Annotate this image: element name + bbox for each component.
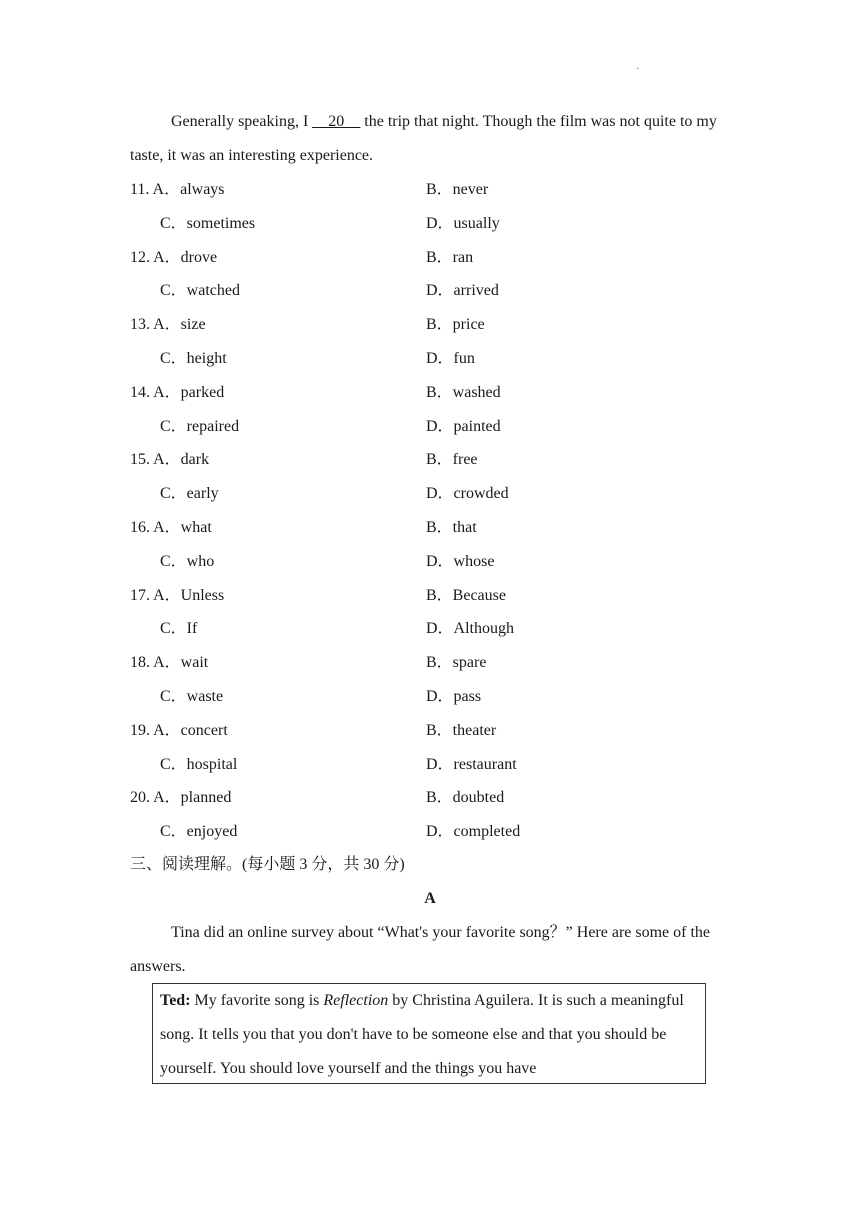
question-13-option-d: D．fun <box>426 350 475 367</box>
question-11-option-c: C．sometimes <box>160 214 256 232</box>
passage-closing-paragraph <box>130 105 732 173</box>
option-text: A．always <box>152 181 225 198</box>
answer-box <box>152 983 706 1084</box>
option-text: A．Unless <box>153 586 225 604</box>
answer-text-part1: My favorite song is <box>190 992 324 1009</box>
question-20-option-c: C．enjoyed <box>160 823 238 841</box>
option-text: A．planned <box>153 789 232 807</box>
question-19-option-d: D．restaurant <box>426 755 517 773</box>
option-text: A．what <box>153 519 212 536</box>
question-15-option-c: C．early <box>160 485 219 503</box>
question-16-option-a <box>130 511 212 545</box>
question-number: 14. <box>130 383 150 401</box>
question-11-option-a <box>130 173 225 207</box>
question-number: 18. <box>130 654 150 672</box>
question-14-option-c: C．repaired <box>160 417 240 435</box>
question-15-option-a <box>130 443 209 477</box>
question-11-option-d: D．usually <box>426 214 500 232</box>
passage-text-before-blank: Generally speaking, I <box>171 113 313 130</box>
question-19-option-b: B．theater <box>426 721 497 739</box>
question-18-option-d: D．pass <box>426 688 482 705</box>
passage-intro: Tina did an online survey about “What's your favorite song？” Here are some of the answers. <box>130 924 711 975</box>
option-text: A．wait <box>153 654 209 672</box>
question-14-option-b: B．washed <box>426 383 501 401</box>
question-12-option-b: B．ran <box>426 248 474 266</box>
question-number: 16. <box>130 519 150 536</box>
question-19-option-a <box>130 714 228 748</box>
question-12-option-a <box>130 241 217 275</box>
option-text: A．drove <box>153 248 218 266</box>
question-number: 20. <box>130 789 150 807</box>
question-12-option-d: D．arrived <box>426 282 499 300</box>
question-number: 17. <box>130 586 150 604</box>
question-20-option-d: D．completed <box>426 823 521 841</box>
song-title: Reflection <box>323 992 389 1009</box>
question-13-option-a <box>130 308 206 342</box>
question-number: 13. <box>130 316 150 334</box>
question-18-option-a <box>130 646 208 680</box>
question-13-option-b: B．price <box>426 316 485 334</box>
question-17-option-d: D．Although <box>426 620 515 638</box>
question-17-option-b: B．Because <box>426 586 506 604</box>
question-number: 19. <box>130 721 150 739</box>
question-14-option-a <box>130 376 224 410</box>
question-16-option-d: D．whose <box>426 552 495 570</box>
question-15-option-d: D．crowded <box>426 485 509 503</box>
question-18-option-b: B．spare <box>426 654 487 672</box>
question-19-option-c: C．hospital <box>160 755 238 773</box>
question-12-option-c: C．watched <box>160 282 240 300</box>
answer-blank-20: __20__ <box>312 113 361 130</box>
question-number: 15. <box>130 451 150 469</box>
question-16-option-b: B．that <box>426 519 477 536</box>
question-15-option-b: B．free <box>426 451 478 469</box>
question-number: 12. <box>130 248 150 266</box>
question-20-option-a <box>130 781 231 815</box>
passage-text-after-blank: the trip that night. Though the film was not quite to my taste, it was an interesting experience. <box>130 113 717 164</box>
section-title-reading: 三、阅读理解。(每小题 3 分，共 30 分) <box>130 856 405 873</box>
header-mark: · <box>636 64 640 75</box>
question-number: 11. <box>130 181 150 198</box>
option-text: A．concert <box>153 721 228 739</box>
option-text: A．parked <box>153 383 225 401</box>
question-17-option-a <box>130 579 224 613</box>
question-13-option-c: C．height <box>160 350 227 367</box>
question-18-option-c: C．waste <box>160 688 224 705</box>
answer-text-part2: by Christina Aguilera. It is such a meaningful song. It tells you that you don't have to be someone else and that you should be yourself. You should love yourself and the things you have <box>160 992 684 1077</box>
option-text: A．size <box>153 316 206 334</box>
speaker-name: Ted: <box>160 992 191 1009</box>
passage-heading: A <box>424 890 436 907</box>
question-16-option-c: C．who <box>160 552 215 570</box>
question-14-option-d: D．painted <box>426 417 501 435</box>
question-11-option-b: B．never <box>426 181 489 198</box>
question-20-option-b: B．doubted <box>426 789 505 807</box>
option-text: A．dark <box>153 451 210 469</box>
question-17-option-c: C．If <box>160 620 198 638</box>
